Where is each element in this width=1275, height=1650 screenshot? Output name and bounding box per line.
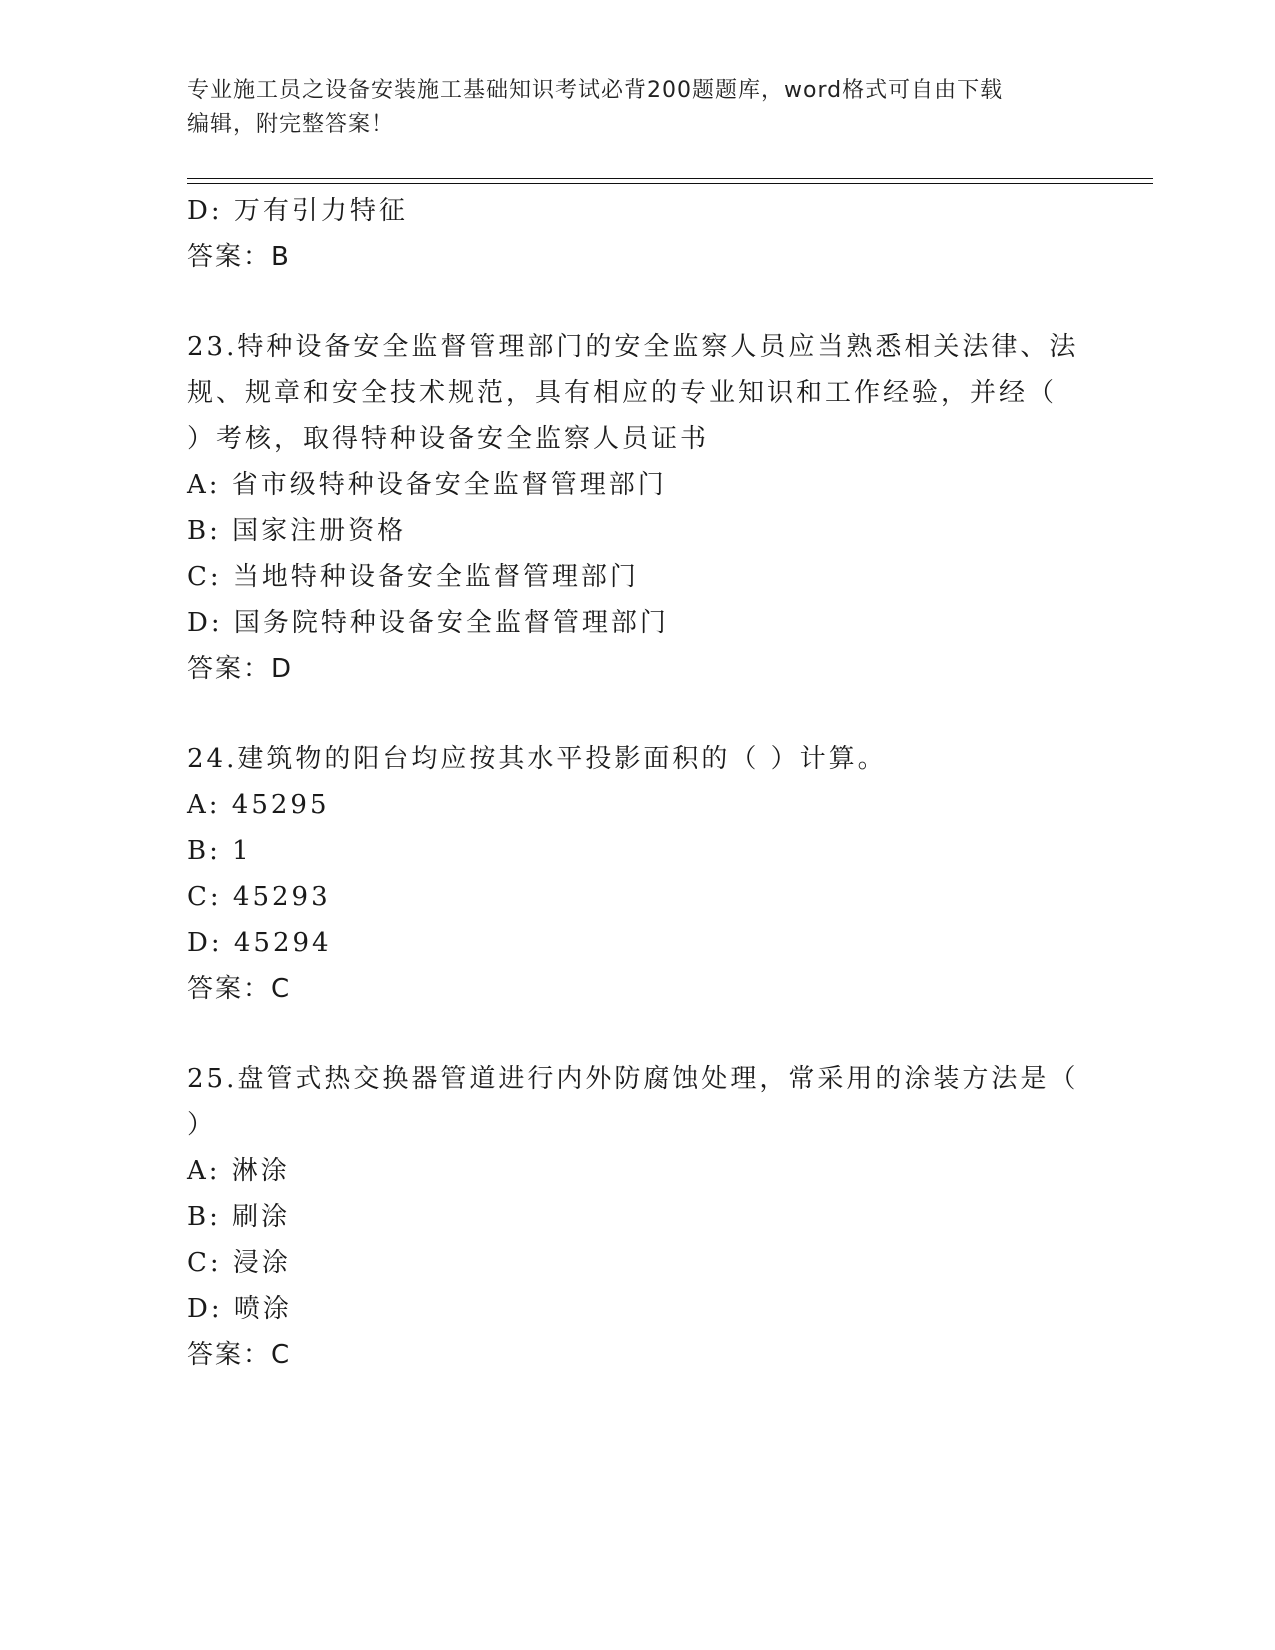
question-text-line: 23.特种设备安全监督管理部门的安全监察人员应当熟悉相关法律、法: [187, 332, 1079, 362]
option-b: B: 国家注册资格: [187, 516, 407, 546]
answer-line: 答案：B: [187, 242, 291, 272]
option-a: A: 省市级特种设备安全监督管理部门: [187, 470, 667, 500]
option-d: D: 喷涂: [187, 1294, 292, 1324]
document-header: [187, 74, 1087, 142]
question-23: [187, 324, 1087, 692]
question-text-line: ）: [187, 1110, 217, 1140]
option-d: D: 国务院特种设备安全监督管理部门: [187, 608, 669, 638]
spacer: [187, 692, 1087, 736]
question-text-line: 25.盘管式热交换器管道进行内外防腐蚀处理，常采用的涂装方法是（: [187, 1064, 1079, 1094]
spacer: [187, 1012, 1087, 1056]
answer-line: 答案：C: [187, 974, 292, 1004]
option-c: C: 浸涂: [187, 1248, 291, 1278]
question-list: [187, 188, 1087, 1378]
header-divider-top: [187, 178, 1153, 179]
question-text-line: 规、规章和安全技术规范，具有相应的专业知识和工作经验，并经（: [187, 378, 1058, 408]
question-24: [187, 736, 1087, 1012]
previous-question-tail: [187, 188, 1087, 280]
option-a: A: 45295: [187, 790, 330, 820]
header-divider-bottom: [187, 183, 1153, 184]
option-d: D: 45294: [187, 928, 332, 958]
option-c: C: 当地特种设备安全监督管理部门: [187, 562, 639, 592]
option-b: B: 1: [187, 836, 252, 866]
option-d: D: 万有引力特征: [187, 196, 408, 226]
header-line-1: 专业施工员之设备安装施工基础知识考试必背200题题库，word格式可自由下载: [187, 78, 1004, 103]
question-text-line: 24.建筑物的阳台均应按其水平投影面积的（ ）计算。: [187, 744, 887, 774]
option-c: C: 45293: [187, 882, 331, 912]
spacer: [187, 280, 1087, 324]
option-b: B: 刷涂: [187, 1202, 291, 1232]
answer-line: 答案：C: [187, 1340, 292, 1370]
option-a: A: 淋涂: [187, 1156, 290, 1186]
question-25: [187, 1056, 1087, 1378]
answer-line: 答案：D: [187, 654, 294, 684]
question-text-line: ）考核，取得特种设备安全监察人员证书: [187, 424, 710, 454]
header-line-2: 编辑，附完整答案！: [187, 112, 395, 137]
